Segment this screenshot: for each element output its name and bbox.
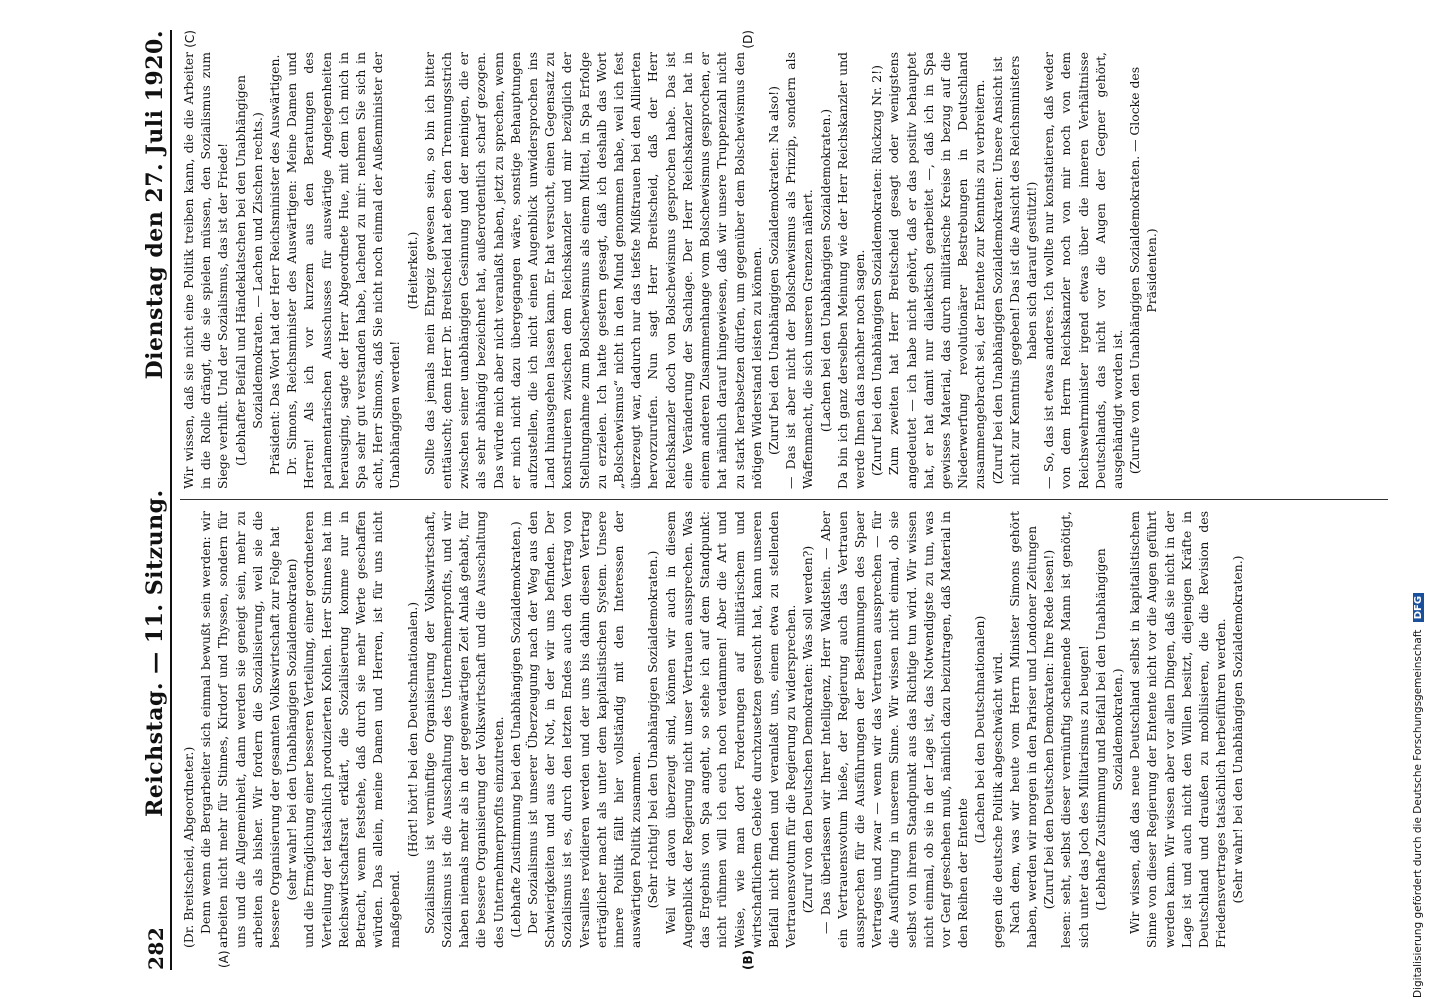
margin-marker-c: (C) <box>183 30 197 48</box>
paragraph: lesen: seht, selbst dieser vernünftig scheinende Mann ist genötigt, sich unter das Joch des Militarismus zu beugen! <box>1058 511 1091 948</box>
margin-marker-d: (D) <box>741 30 755 49</box>
paragraph: Sozialismus ist vernünftige Organisierung der Volkswirtschaft, Sozialismus ist die Ausschaltung des Unternehmerprofits, und wir haben niemals mehr als in der gegenwärtigen Zeit Anlaß gehabt, für die bessere Organisierung der Volkswirtschaft und die Ausschaltung des Unternehmerprofits einzutreten. <box>421 511 506 948</box>
text-columns <box>180 30 1388 970</box>
paragraph: Da bin ich ganz derselben Meinung wie der Herr Reichskanzler und werde Ihnen das nachher noch sagen. <box>834 52 867 489</box>
interjection: (Zuruf bei den Deutschen Demokraten: Ihre Rede lesen!) <box>1041 549 1057 910</box>
session-date: Dienstag den 27. Juli 1920. <box>142 30 168 380</box>
page-header <box>128 30 168 970</box>
interjection: (Zuruf bei den Unabhängigen Sozialdemokraten: Rückzug Nr. 2!) <box>869 65 885 476</box>
margin-marker-b: (B) <box>741 949 755 970</box>
paragraph: gegen die deutsche Politik abgeschwächt wird. <box>989 651 1005 948</box>
dfg-logo: DFG <box>1413 593 1424 622</box>
interjection: (Lachen bei den Deutschnationalen) <box>972 615 988 844</box>
page-content <box>128 30 1388 970</box>
paragraph: — Das überlassen wir Ihrer Intelligenz, Herr Waldstein. — Aber ein Vertrauensvotum hieße, der Regierung auch das Vertrauen aussprechen für die Ausführungen der Bestimmungen des Spaer Vertrages und zwar — wenn wir das Vertrauen aussprechen — für die Ausführung in unserem Sinne. Wir wissen nicht einmal, ob sie selbst von ihrem Standpunkt aus das Richtige tun wird. Wir wissen nicht einmal, ob sie in der Lage ist, das Notwendigste zu tun, was vor Genf geschehen muß, nämlich dazu beizutragen, daß Material in den Reihen der Entente <box>817 511 971 948</box>
interjection: (Zuruf von den Deutschen Demokraten: Was soll werden?) <box>800 545 816 914</box>
paragraph: Wir wissen, daß sie nicht eine Politik treiben kann, die die Arbeiter in die Rolle drängt, die sie spielen müssen, den Sozialismus zum Siege verhilft. Und der Sozialismus, das ist der Friede! <box>181 52 231 489</box>
interjection: (Lebhafte Zustimmung und Beifall bei den Unabhängigen Sozialdemokraten.) <box>1092 548 1125 911</box>
credit-text: Digitalisierung gefördert durch die Deutsche Forschungsgemeinschaft <box>1412 629 1424 998</box>
paragraph: Dr. Simons, Reichsminister des Auswärtigen: Meine Damen und Herren! Als ich vor kurzem aus den Beratungen des parlamentarischen Ausschusses für auswärtige Angelegenheiten herausging, sagte der Herr Abgeordnete Hue, mit dem ich mich in Spa sehr gut verstanden habe, lachend zu mir: nehmen Sie sich in acht, Herr Simons, daß Sie nicht noch einmal der Außenminister der Unabhängigen werden! <box>284 52 403 489</box>
interjection: (Heiterkeit.) <box>404 231 420 310</box>
president-line: Präsident: Das Wort hat der Herr Reichsminister des Auswärtigen. <box>267 54 283 475</box>
interjection: (Zuruf bei den Unabhängigen Sozialdemokraten: Unsere Ansicht ist nicht zur Kenntnis gegeben! Das ist die Ansicht des Reichsministers haben sich darauf gestützt!) <box>989 55 1039 486</box>
paragraph: Der Sozialismus ist unserer Überzeugung nach der Weg aus den Schwierigkeiten und aus der Not, in der wir uns befinden. Der Sozialismus ist es, durch den letzten Endes auch den Vertrag von Versailles revidieren werden und der uns bis dahin diesen Vertrag erträglicher macht als unter dem kapitalistischen System. Unsere innere Politik fällt hier vollständig mit den Interessen der auswärtigen Politik zusammen. <box>525 511 644 948</box>
interjection: (Zurufe von den Unabhängigen Sozialdemokraten. — Glocke des Präsidenten.) <box>1127 66 1160 475</box>
session-title: Reichstag. — 11. Sitzung. <box>142 489 168 817</box>
interjection: (Zuruf bei den Unabhängigen Sozialdemokraten: Na also!) <box>765 86 781 456</box>
header-rule <box>170 30 172 970</box>
paragraph: Nach dem, was wir heute vom Herrn Minister Simons gehört haben, werden wir morgen in den Pariser und Londoner Zeitungen <box>1006 511 1039 948</box>
left-column <box>180 511 1388 970</box>
interjection: (Lebhafter Beifall und Händeklatschen bei den Unabhängigen Sozialdemokraten. — Lachen und Zischen rechts.) <box>232 75 265 466</box>
margin-marker-a: (A) <box>217 950 231 968</box>
right-column <box>180 30 1388 489</box>
paragraph: und die Ermöglichung einer besseren Verteilung, einer geordneteren Verteilung der tatsächlich produzierten Kohlen. Herr Stinnes hat im Reichswirtschaftsrat erklärt, die Sozialisierung komme nur in Betracht, wenn feststehe, daß durch sie mehr Werte geschaffen würden. Das allein, meine Damen und Herren, ist für uns nicht maßgebend. <box>301 511 403 948</box>
speaker-line: (Dr. Breitscheid, Abgeordneter.) <box>181 746 196 948</box>
paragraph: — So, das ist etwas anderes. Ich wollte nur konstatieren, daß weder von dem Herrn Reichskanzler noch von mir noch von dem Reichswehrminister irgend etwas über die inneren Verhältnisse Deutschlands, das nicht vor die Augen der Gegner gehört, ausgehändigt worden ist. <box>1041 52 1125 489</box>
page-number: 282 <box>144 926 168 970</box>
paragraph: — Das ist aber nicht der Bolschewismus als Prinzip, sondern als Waffenmacht, die sich unseren Grenzen nähert. <box>783 52 816 489</box>
paragraph: Denn wenn die Bergarbeiter sich einmal bewußt sein werden: wir arbeiten nicht mehr für Stinnes, Kirdorf und Thyssen, sondern für uns und die Allgemeinheit, dann werden sie geneigt sein, mehr zu arbeiten als bisher. Wir fordern die Sozialisierung, weil sie die bessere Organisierung der gesamten Volkswirtschaft zur Folge hat <box>198 511 283 948</box>
paragraph: Zum zweiten hat Herr Breitscheid gesagt oder wenigstens angedeutet — ich habe nicht gehört, daß er das positiv behauptet hat, er hat damit nur dialektisch gearbeitet —, daß ich in Spa gewisses Material, das durch militärische Kreise in bezug auf die Niederwerfung revolutionärer Bestrebungen in Deutschland zusammengebracht sei, der Entente zur Kenntnis zu verbreitern. <box>886 52 988 489</box>
interjection: (Sehr richtig! bei den Unabhängigen Sozialdemokraten.) <box>645 550 661 909</box>
digitization-credit <box>1412 8 1426 998</box>
interjection: (sehr wahr! bei den Unabhängigen Sozialdemokraten) <box>284 558 300 901</box>
paragraph: Sollte das jemals mein Ehrgeiz gewesen sein, so bin ich bitter enttäuscht; denn Herr Dr. Breitscheid hat eben den Trennungsstrich zwischen seiner unabhängigen Gesinnung und der meinigen, die er als sehr abhängig bezeichnet hat, außerordentlich scharf gezogen. Das würde mich aber nicht veranlaßt haben, jetzt zu sprechen, wenn er mich nicht dazu übergegangen wäre, sonstige Behauptungen aufzustellen, die ich nicht einen Augenblick unwidersprochen ins Land hinausgehen lassen kann. Er hat versucht, einen Gegensatz zu konstruieren zwischen dem Reichskanzler und mir bezüglich der Stellungnahme zum Bolschewismus als einem Mittel, in Spa Erfolge zu erzielen. Ich hatte gestern gesagt, daß ich deshalb das Wort „Bolschewismus“ nicht in den Mund genommen habe, weil ich fest überzeugt war, dadurch nur das tiefste Mißtrauen bei den Alliierten hervorzurufen. Nun sagt Herr Breitscheid, daß der Herr Reichskanzler doch von Bolschewismus gesprochen habe. Das ist eine Veränderung der Sachlage. Der Herr Reichskanzler hat in einem anderen Zusammenhange vom Bolschewismus gesprochen, er hat nämlich darauf hingewiesen, daß wir unsere Truppenzahl nicht zu stark herabsetzen dürfen, um gegenüber dem Bolschewismus den nötigen Widerstand leisten zu können. <box>421 52 764 489</box>
paragraph: Weil wir davon überzeugt sind, können wir auch in diesem Augenblick der Regierung nicht unser Vertrauen aussprechen. Was das Ergebnis von Spa angeht, so stehe ich auf dem Standpunkt: nicht rühmen will ich euch noch verdammen! Aber die Art und Weise, wie man dort Forderungen auf militärischem und wirtschaftlichem Gebiete durchzusetzen gesucht hat, kann unseren Beifall nicht finden und veranlaßt uns, einem etwa zu stellenden Vertrauensvotum für die Regierung zu widersprechen. <box>662 511 799 948</box>
scanned-page <box>90 0 1420 1000</box>
interjection: (Hört! hört! bei den Deutschnationalen.) <box>404 601 420 858</box>
paragraph: Wir wissen, daß das neue Deutschland selbst in kapitalistischem Sinne von dieser Regierung der Entente nicht vor die Augen geführt werden kann. Wir wissen aber vor allen Dingen, daß sie nicht in der Lage ist und auch nicht den Willen besitzt, diejenigen Kräfte in Deutschland und draußen zu mobilisieren, die die Revision des Friedensvertrages tatsächlich herbeiführen werden. <box>1127 511 1229 948</box>
interjection: (Lebhafte Zustimmung bei den Unabhängigen Sozialdemokraten.) <box>507 521 523 938</box>
interjection: (Sehr wahr! bei den Unabhängigen Sozialdemokraten.) <box>1230 555 1246 904</box>
interjection: (Lachen bei den Unabhängigen Sozialdemokraten.) <box>817 108 833 433</box>
